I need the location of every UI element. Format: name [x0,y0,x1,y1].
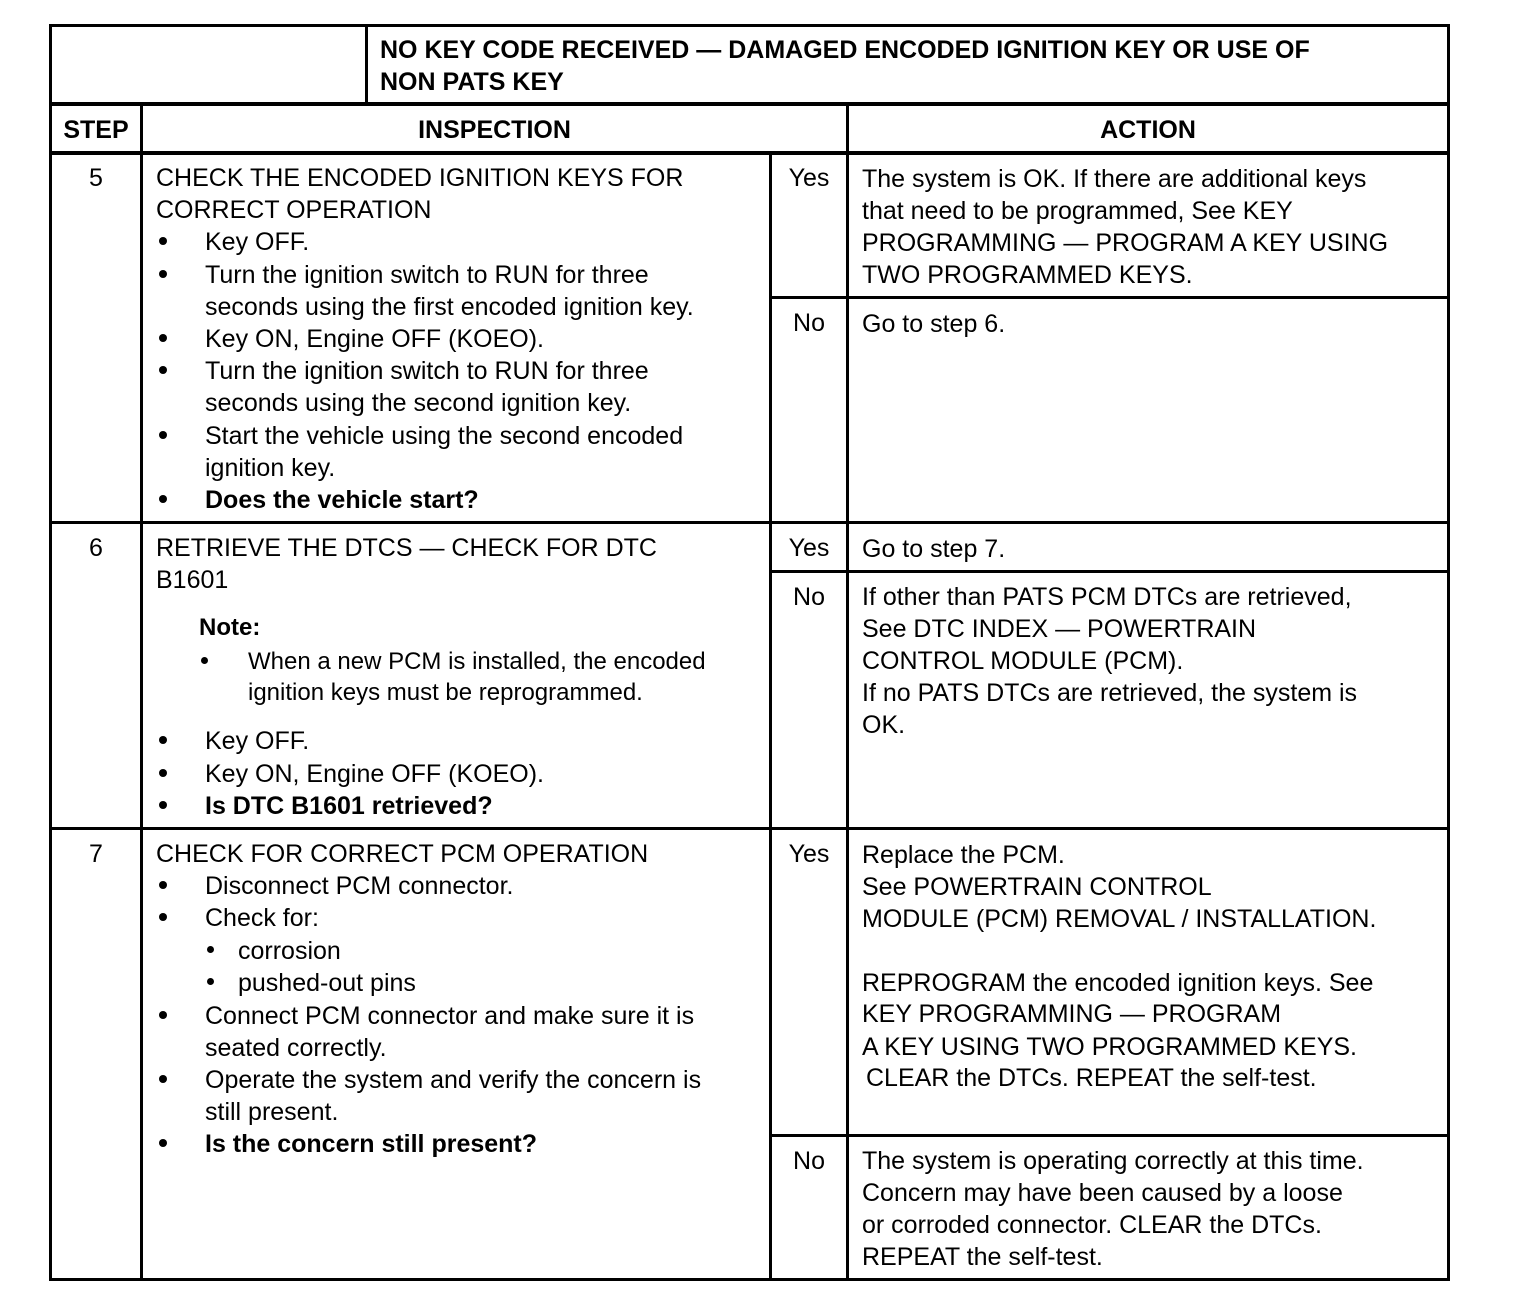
title-row-divider [49,102,1450,106]
step-number: 5 [89,164,103,192]
header-row-divider [49,151,1450,155]
bullet-icon [159,913,167,921]
bullet-icon [159,334,167,342]
no-action: CONTROL MODULE (PCM). [862,647,1184,675]
table-title-line-2: NON PATS KEY [380,68,564,96]
bullet-icon [159,736,167,744]
bullet-icon [159,270,167,278]
table-border-right [1447,24,1450,1281]
yes-action: TWO PROGRAMMED KEYS. [862,261,1193,289]
list-item-question: Is DTC B1601 retrieved? [205,792,493,820]
list-item: still present. [205,1098,339,1126]
no-label: No [793,583,825,611]
yes-action: Replace the PCM. [862,841,1065,869]
no-action: See DTC INDEX — POWERTRAIN [862,615,1257,643]
bullet-icon [159,366,167,374]
list-item: Connect PCM connector and make sure it is [205,1002,695,1030]
bullet-icon [159,1011,167,1019]
list-item: Key ON, Engine OFF (KOEO). [205,325,544,353]
list-item: Check for: [205,904,319,932]
step-heading: RETRIEVE THE DTCS — CHECK FOR DTC [156,534,657,562]
yes-action: PROGRAMMING — PROGRAM A KEY USING [862,229,1389,257]
table-border-bottom [49,1278,1450,1281]
list-item-question: Is the concern still present? [205,1130,538,1158]
step-number: 7 [89,840,103,868]
yes-action: The system is OK. If there are additional keys [862,165,1367,193]
yes-action: Go to step 7. [862,535,1006,563]
list-item: Start the vehicle using the second encoded [205,422,684,450]
list-item: Turn the ignition switch to RUN for three [205,357,649,385]
bullet-icon [159,1075,167,1083]
bullet-icon [207,978,214,985]
note-text: When a new PCM is installed, the encoded [248,648,706,675]
header-inspection: INSPECTION [418,116,571,144]
table-border-left [49,24,52,1281]
no-action: If other than PATS PCM DTCs are retrieved, [862,583,1352,611]
no-label: No [793,309,825,337]
list-item: Operate the system and verify the concern is [205,1066,702,1094]
step-6-divider [49,827,1450,830]
table-border-top [49,24,1450,27]
list-item: seated correctly. [205,1034,387,1062]
step-5-yes-no-divider [771,296,1450,299]
title-divider [365,24,368,104]
list-item: Key OFF. [205,228,310,256]
bullet-icon [201,657,208,664]
step-heading: CHECK THE ENCODED IGNITION KEYS FOR [156,164,684,192]
table-title-line-1: NO KEY CODE RECEIVED — DAMAGED ENCODED IGNITION KEY OR USE OF [380,36,1310,64]
bullet-icon [207,946,214,953]
list-item: Key ON, Engine OFF (KOEO). [205,760,544,788]
bullet-icon [159,801,167,809]
step-column-divider [140,104,143,1281]
no-action: OK. [862,711,906,739]
list-item: seconds using the first encoded ignition key. [205,293,694,321]
yes-label: Yes [788,534,830,562]
bullet-icon [159,769,167,777]
yes-label: Yes [788,164,830,192]
step-heading: CHECK FOR CORRECT PCM OPERATION [156,840,649,868]
list-item-question: Does the vehicle start? [205,486,479,514]
yes-action: See POWERTRAIN CONTROL [862,873,1212,901]
yes-action: REPROGRAM the encoded ignition keys. See [862,969,1374,997]
note-text: ignition keys must be reprogrammed. [248,679,643,706]
no-action: The system is operating correctly at this time. [862,1147,1364,1175]
no-action: or corroded connector. CLEAR the DTCs. [862,1211,1322,1239]
step-number: 6 [89,534,103,562]
bullet-icon [159,1139,167,1147]
no-action: Go to step 6. [862,310,1006,338]
yes-action: CLEAR the DTCs. REPEAT the self-test. [866,1064,1317,1092]
bullet-icon [159,881,167,889]
list-item: Key OFF. [205,727,310,755]
yes-action: KEY PROGRAMMING — PROGRAM [862,1000,1282,1028]
no-label: No [793,1147,825,1175]
list-item: ignition key. [205,454,336,482]
yes-action: A KEY USING TWO PROGRAMMED KEYS. [862,1033,1358,1061]
list-item: seconds using the second ignition key. [205,389,632,417]
step-heading: B1601 [156,566,229,594]
no-action: Concern may have been caused by a loose [862,1179,1343,1207]
list-item: Disconnect PCM connector. [205,872,514,900]
sub-list-item: corrosion [238,937,341,965]
step-heading: CORRECT OPERATION [156,196,432,224]
header-step: STEP [63,116,129,144]
no-action: If no PATS DTCs are retrieved, the system is [862,679,1358,707]
no-action: REPEAT the self-test. [862,1243,1103,1271]
note-label: Note: [199,614,261,641]
header-action: ACTION [1100,116,1196,144]
action-column-divider [846,104,849,1281]
bullet-icon [159,431,167,439]
step-7-yes-no-divider [771,1134,1450,1137]
sub-list-item: pushed-out pins [238,969,416,997]
list-item: Turn the ignition switch to RUN for three [205,261,649,289]
step-5-divider [49,521,1450,524]
bullet-icon [159,495,167,503]
yes-action: that need to be programmed, See KEY [862,197,1293,225]
step-6-yes-no-divider [771,570,1450,573]
yes-label: Yes [788,840,830,868]
yes-action: MODULE (PCM) REMOVAL / INSTALLATION. [862,905,1377,933]
bullet-icon [159,237,167,245]
